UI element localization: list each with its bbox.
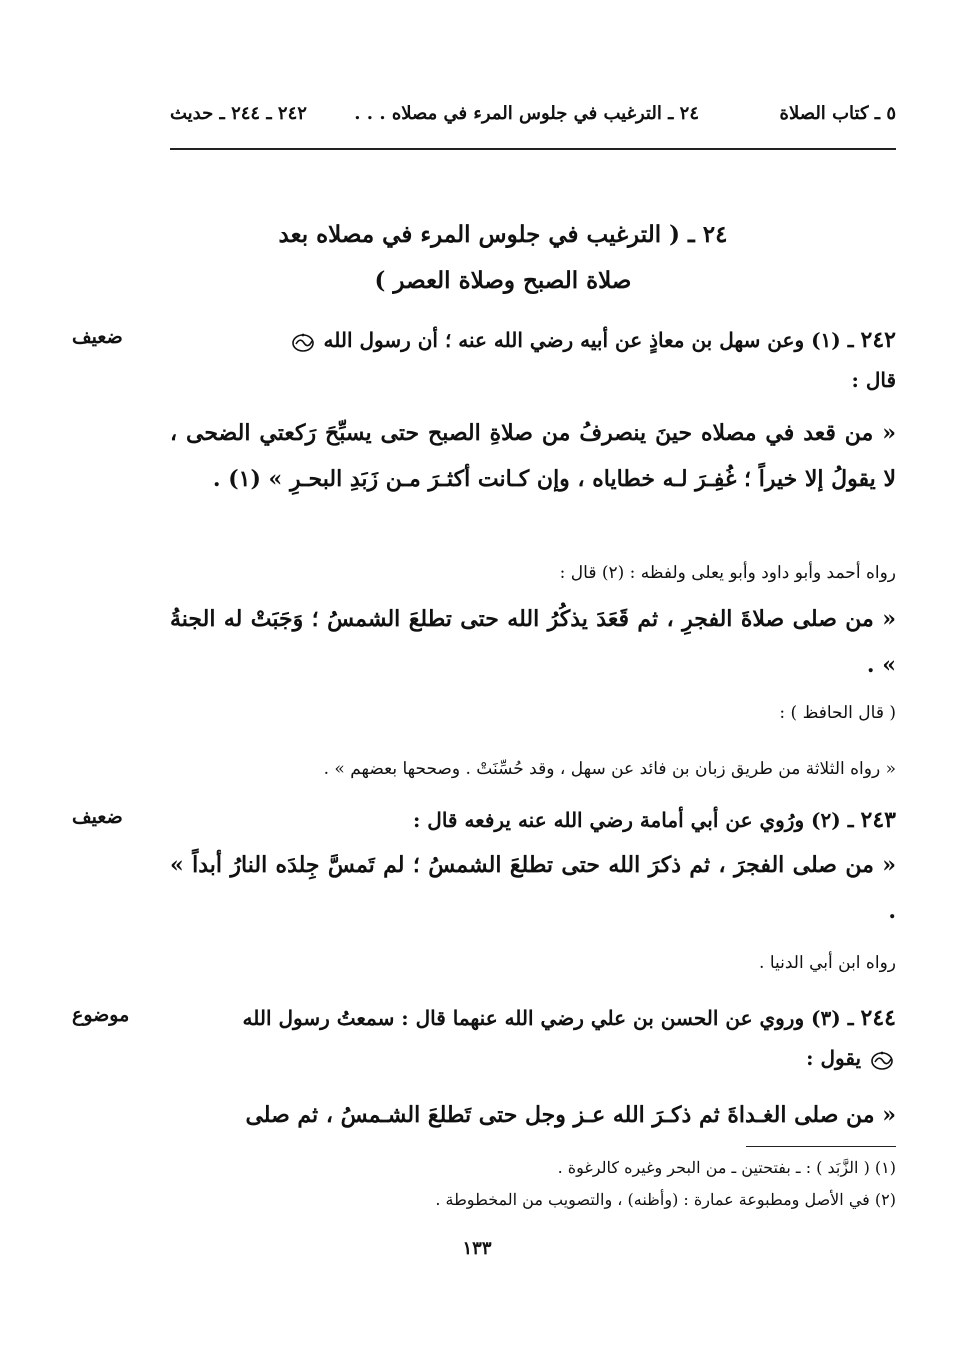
hadith-242-matn: « من قعد في مصلاه حينَ ينصرفُ من صلاةِ الصبح حتى يسبِّحَ رَكعتي الضحى ، لا يقولُ إلا خيراً ؛ غُفِـرَ لـه خطاياه ، وإن كـانت أكثـرَ مـن زَبَدِ البحـرِ » (١) . (170, 420, 896, 492)
chapter-title-line-1: ٢٤ ـ ( الترغيب في جلوس المرء في مصلاه بعد (278, 221, 728, 248)
hadith-242-matn-2: « من صلى صلاةَ الفجرِ ، ثم قَعَدَ يذكُرُ الله حتى تطلعَ الشمسُ ؛ وَجَبَتْ له الجنةُ » . (170, 606, 896, 678)
running-header-chapter: ٢٤ ـ الترغيب في جلوس المرء في مصلاه . . . (354, 103, 699, 124)
salla-icon (870, 1049, 894, 1071)
hadith-244-intro-text: ـ (٣) وروي عن الحسن بن علي رضي الله عنهما قال : سمعتُ رسول الله (242, 1006, 854, 1030)
hadith-244-grade: موضوع (72, 1004, 130, 1026)
hadith-242-riwaya: رواه أحمد وأبو داود وأبو يعلى ولفظه : (٢) قال : (559, 563, 896, 583)
hadith-242-intro (170, 320, 896, 400)
footnote-1: (١) ( الزَّبَد ) : ـ بفتحتين ـ من البحر وغيره كالرغوة . (557, 1158, 896, 1177)
chapter-title (170, 212, 836, 304)
hadith-243-intro-text: ـ (٢) ورُوي عن أبي أمامة رضي الله عنه يرفعه قال : (412, 808, 854, 832)
running-header-book: ٥ ـ كتاب الصلاة (779, 103, 896, 124)
hafiz-text: « رواه الثلاثة من طريق زبان بن فائد عن سهل ، وقد حُسِّنَتْ . وصححها بعضهم » . (323, 759, 896, 779)
hafiz-heading: ( قال الحافظ ) : (779, 703, 896, 723)
footnote-divider (746, 1146, 896, 1147)
hadith-242-intro-end: قال : (851, 368, 896, 392)
hadith-243-matn: « من صلى الفجرَ ، ثم ذكرَ الله حتى تطلعَ الشمسُ ؛ لم تَمسَّ جِلدَه النارُ أبداً » . (170, 852, 897, 924)
hadith-243-intro (170, 800, 896, 840)
footnote-2: (٢) في الأصل ومطبوعة عمارة : (وأظنه) ، والتصويب من المخطوطة . (435, 1190, 896, 1209)
hadith-244-intro (170, 998, 896, 1078)
hadith-242-grade: ضعيف (72, 326, 123, 348)
hadith-243-grade: ضعيف (72, 806, 123, 828)
hadith-242-intro-text: ـ (١) وعن سهل بن معاذٍ عن أبيه رضي الله عنه ؛ أن رسول الله (323, 328, 854, 352)
running-header-hadith-range: ٢٤٢ ـ ٢٤٤ ـ حديث (170, 103, 307, 124)
hadith-244-matn: « من صلى الغـداةَ ثم ذكـرَ الله عـز وجل حتى تَطلعَ الشـمسُ ، ثم صلى (245, 1102, 896, 1128)
hadith-243-number: ٢٤٣ (860, 807, 896, 833)
chapter-title-line-2: صلاة الصبح وصلاة العصر ) (374, 267, 632, 294)
hadith-244-number: ٢٤٤ (860, 1005, 896, 1031)
hadith-243-riwaya: رواه ابن أبي الدنيا . (759, 953, 896, 973)
header-divider (170, 148, 896, 150)
hadith-242-number: ٢٤٢ (860, 327, 896, 353)
page-number: ١٣٣ (462, 1238, 492, 1259)
hadith-244-intro-end: يقول : (806, 1046, 862, 1070)
salla-icon (291, 331, 315, 353)
